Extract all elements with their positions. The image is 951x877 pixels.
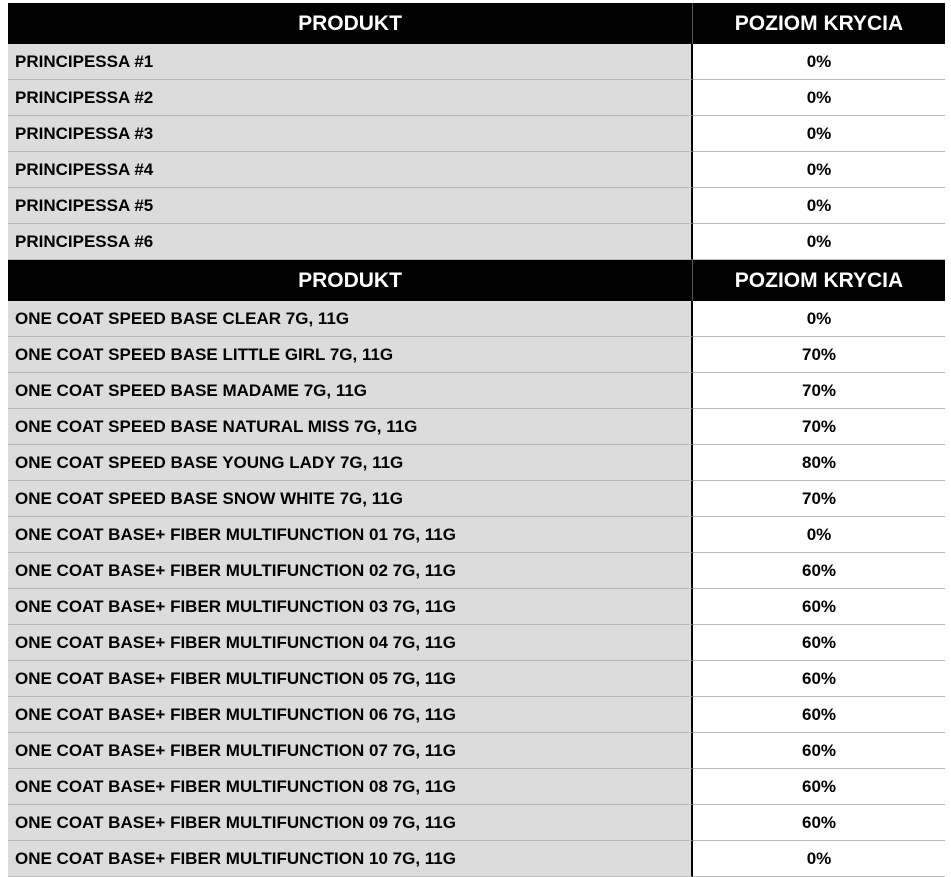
product-name-cell: PRINCIPESSA #1 — [8, 44, 693, 80]
coverage-cell: 60% — [693, 805, 945, 841]
product-name-cell: ONE COAT BASE+ FIBER MULTIFUNCTION 06 7G, 11G — [8, 697, 693, 733]
product-name-cell: PRINCIPESSA #4 — [8, 152, 693, 188]
coverage-cell: 0% — [693, 116, 945, 152]
product-name-cell: ONE COAT SPEED BASE SNOW WHITE 7G, 11G — [8, 481, 693, 517]
table-row — [8, 841, 945, 877]
product-name-cell: PRINCIPESSA #6 — [8, 224, 693, 260]
column-header-product: PRODUKT — [8, 260, 693, 301]
table-row — [8, 337, 945, 373]
table-row — [8, 116, 945, 152]
table-header — [8, 3, 945, 44]
coverage-cell: 60% — [693, 589, 945, 625]
table-row — [8, 805, 945, 841]
table-row — [8, 733, 945, 769]
table-row — [8, 301, 945, 337]
table-row — [8, 80, 945, 116]
product-name-cell: PRINCIPESSA #3 — [8, 116, 693, 152]
coverage-cell: 80% — [693, 445, 945, 481]
table-row — [8, 661, 945, 697]
table-row — [8, 188, 945, 224]
product-name-cell: ONE COAT BASE+ FIBER MULTIFUNCTION 09 7G, 11G — [8, 805, 693, 841]
coverage-cell: 70% — [693, 481, 945, 517]
table-row — [8, 373, 945, 409]
coverage-cell: 60% — [693, 769, 945, 805]
table-row — [8, 589, 945, 625]
table-row — [8, 224, 945, 260]
product-name-cell: ONE COAT BASE+ FIBER MULTIFUNCTION 03 7G, 11G — [8, 589, 693, 625]
coverage-cell: 70% — [693, 337, 945, 373]
product-name-cell: ONE COAT BASE+ FIBER MULTIFUNCTION 02 7G, 11G — [8, 553, 693, 589]
table-row — [8, 769, 945, 805]
coverage-table — [8, 3, 945, 877]
table-header — [8, 260, 945, 301]
product-name-cell: ONE COAT BASE+ FIBER MULTIFUNCTION 04 7G, 11G — [8, 625, 693, 661]
coverage-cell: 0% — [693, 517, 945, 553]
product-name-cell: ONE COAT BASE+ FIBER MULTIFUNCTION 05 7G, 11G — [8, 661, 693, 697]
table-row — [8, 553, 945, 589]
table-row — [8, 625, 945, 661]
product-name-cell: ONE COAT BASE+ FIBER MULTIFUNCTION 10 7G, 11G — [8, 841, 693, 877]
table-row — [8, 481, 945, 517]
coverage-cell: 60% — [693, 697, 945, 733]
product-name-cell: ONE COAT BASE+ FIBER MULTIFUNCTION 01 7G, 11G — [8, 517, 693, 553]
coverage-cell: 60% — [693, 733, 945, 769]
table-row — [8, 517, 945, 553]
coverage-cell: 0% — [693, 841, 945, 877]
table-row — [8, 445, 945, 481]
column-header-product: PRODUKT — [8, 3, 693, 44]
coverage-cell: 0% — [693, 44, 945, 80]
coverage-cell: 70% — [693, 373, 945, 409]
coverage-cell: 0% — [693, 188, 945, 224]
table-row — [8, 152, 945, 188]
product-name-cell: PRINCIPESSA #2 — [8, 80, 693, 116]
coverage-cell: 60% — [693, 553, 945, 589]
product-name-cell: PRINCIPESSA #5 — [8, 188, 693, 224]
column-header-coverage: POZIOM KRYCIA — [734, 11, 904, 35]
coverage-cell: 60% — [693, 625, 945, 661]
table-row — [8, 697, 945, 733]
table-row — [8, 409, 945, 445]
product-name-cell: ONE COAT BASE+ FIBER MULTIFUNCTION 08 7G, 11G — [8, 769, 693, 805]
product-name-cell: ONE COAT SPEED BASE MADAME 7G, 11G — [8, 373, 693, 409]
product-name-cell: ONE COAT SPEED BASE CLEAR 7G, 11G — [8, 301, 693, 337]
product-name-cell: ONE COAT BASE+ FIBER MULTIFUNCTION 07 7G, 11G — [8, 733, 693, 769]
coverage-cell: 0% — [693, 80, 945, 116]
column-header-coverage: POZIOM KRYCIA — [734, 268, 904, 292]
coverage-cell: 0% — [693, 224, 945, 260]
product-name-cell: ONE COAT SPEED BASE LITTLE GIRL 7G, 11G — [8, 337, 693, 373]
coverage-cell: 70% — [693, 409, 945, 445]
table-row — [8, 44, 945, 80]
coverage-cell: 0% — [693, 152, 945, 188]
product-name-cell: ONE COAT SPEED BASE NATURAL MISS 7G, 11G — [8, 409, 693, 445]
product-name-cell: ONE COAT SPEED BASE YOUNG LADY 7G, 11G — [8, 445, 693, 481]
coverage-cell: 0% — [693, 301, 945, 337]
coverage-cell: 60% — [693, 661, 945, 697]
